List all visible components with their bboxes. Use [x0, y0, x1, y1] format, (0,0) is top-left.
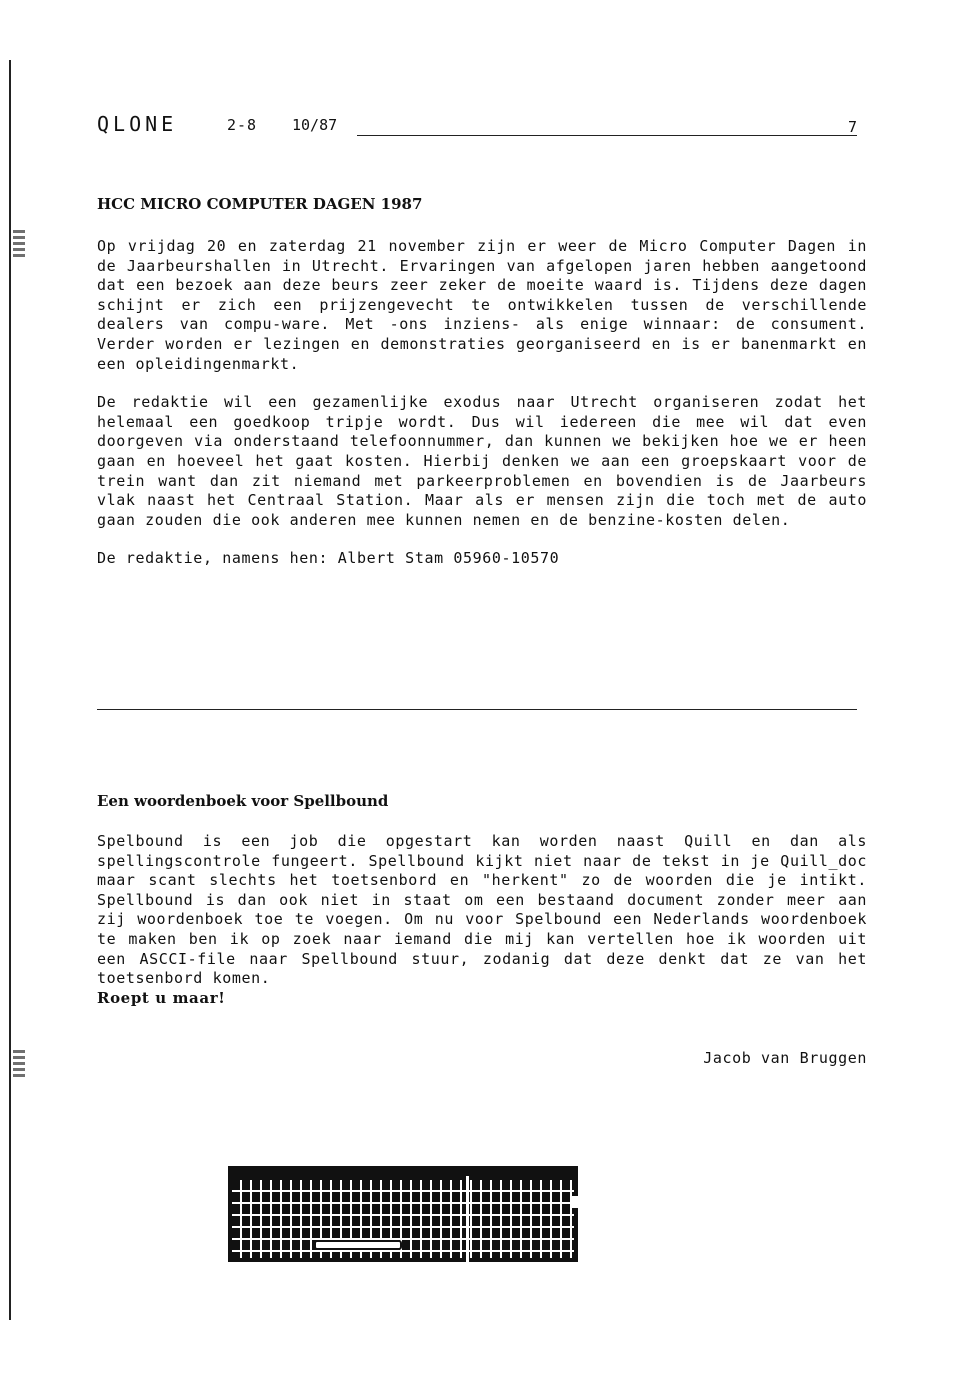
spacebar-key	[314, 1240, 402, 1250]
page-number: 7	[847, 118, 857, 136]
section-divider	[97, 709, 857, 710]
issue-number: 2-8	[227, 116, 258, 134]
author-signature: Jacob van Bruggen	[703, 1049, 867, 1067]
article-title: HCC MICRO COMPUTER DAGEN 1987	[97, 195, 423, 213]
punch-mark	[13, 230, 25, 260]
closing-line: Roept u maar!	[97, 988, 226, 1007]
paragraph: Op vrijdag 20 en zaterdag 21 november zijn er weer de Micro Computer Dagen in de Jaarbeurshallen in Utrecht. Ervaringen van afgelopen jaren hebben aangetoond dat een bezoek aan deze beurs zeer zeker de moeite waard is. Tijdens deze dagen schijnt er zich een prijzengevecht te ontwikkelen tussen de verschillende dealers van compu-ware. Met -ons inziens- als enige winnaar: de consument. Verder worden er lezingen en demonstraties georganiseerd en is er banenmarkt en een opleidingenmarkt.	[97, 237, 867, 373]
keyboard-icon	[228, 1166, 578, 1262]
article-title: Een woordenboek voor Spellbound	[97, 792, 389, 810]
page-header	[97, 112, 857, 138]
article-body	[97, 237, 867, 588]
issue-date: 10/87	[292, 116, 338, 134]
binding-edge	[9, 60, 11, 1320]
paragraph: Spelbound is een job die opgestart kan worden naast Quill en dan als spellingscontrole fungeert. Spellbound kijkt niet naar de tekst in je Quill_doc maar scant slechts het toetsenbord en "herkent" zo de woorden die je intikt. Spellbound is dan ook niet in staat om een bestaand document zonder meer aan zij woordenboek toe te voegen. Om nu voor Spelbound een Nederlands woordenboek te maken ben ik op zoek naar iemand die mij kan vertellen hoe ik woorden uit een ASCCI-file naar Spellbound stuur, zodanig dat deze denkt dat ze van het toetsenbord komen.	[97, 832, 867, 988]
article-body	[97, 832, 867, 1008]
punch-mark	[13, 1050, 25, 1080]
contact-line: De redaktie, namens hen: Albert Stam 05960-10570	[97, 549, 560, 568]
masthead: QLONE	[97, 112, 178, 136]
paragraph: De redaktie wil een gezamenlijke exodus naar Utrecht organiseren zodat het helemaal een goedkoop tripje wordt. Dus wil iedereen die mee wil dat even doorgeven via onderstaand telefoonnummer, dan kunnen we bekijken hoe we er heen gaan en hoeveel het gaat kosten. Hierbij denken we aan een groepskaart voor de trein want dan zit niemand met parkeerproblemen en bovendien is de Jaarbeurs vlak naast het Centraal Station. Maar als er mensen zijn die toch met de auto gaan zouden die ook anderen mee kunnen nemen en de benzine-kosten delen.	[97, 393, 867, 529]
header-rule	[357, 135, 857, 136]
